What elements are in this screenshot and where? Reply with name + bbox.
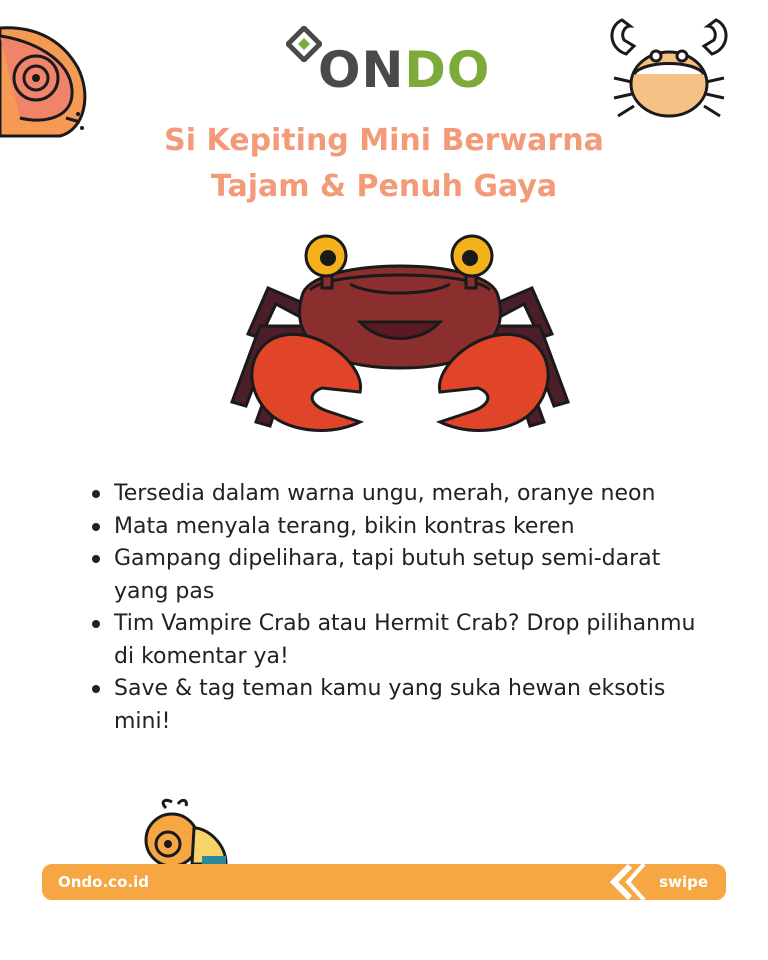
logo-text-do: DO — [404, 41, 491, 99]
site-link[interactable]: Ondo.co.id — [58, 873, 149, 891]
feature-list — [92, 478, 712, 738]
title-line-2: Tajam & Penuh Gaya — [210, 169, 558, 204]
logo-text-on: ON — [318, 41, 405, 99]
list-item: Tim Vampire Crab atau Hermit Crab? Drop pilihanmu di komentar ya! — [92, 608, 712, 673]
list-item: Mata menyala terang, bikin kontras keren — [92, 511, 712, 544]
crab-illustration — [210, 226, 590, 450]
title-line-1: Si Kepiting Mini Berwarna — [164, 123, 604, 158]
logo-text — [318, 40, 490, 100]
list-item: Tersedia dalam warna ungu, merah, oranye neon — [92, 478, 712, 511]
crab-outline-icon — [604, 12, 734, 124]
swipe-button[interactable]: swipe — [659, 873, 708, 891]
logo-diamond-icon — [286, 26, 322, 62]
page-title — [60, 118, 708, 210]
list-item: Save & tag teman kamu yang suka hewan eksotis mini! — [92, 673, 712, 738]
list-item: Gampang dipelihara, tapi butuh setup semi-darat yang pas — [92, 543, 712, 608]
ondo-logo — [286, 22, 491, 102]
footer-bar — [42, 864, 726, 900]
hermit-crab-icon — [142, 798, 232, 866]
